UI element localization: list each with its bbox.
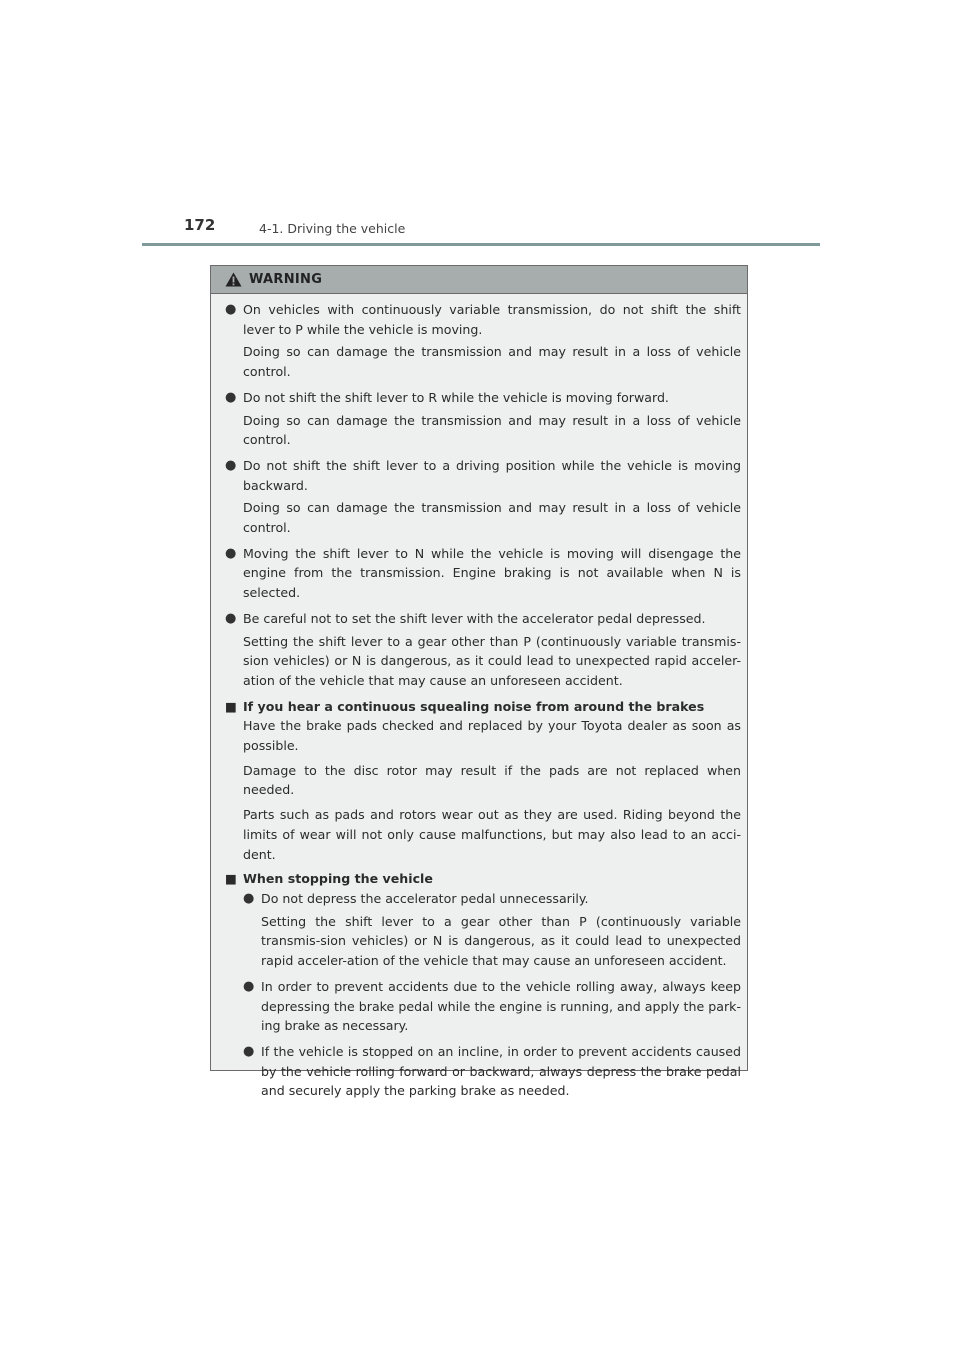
warning-header: [211, 266, 747, 294]
stopping-list: [243, 889, 741, 1104]
list-item: [243, 1042, 741, 1104]
squeal-paragraph: Have the brake pads checked and replaced by your Toyota dealer as soon as possible.: [243, 718, 741, 754]
stopping-heading: [225, 869, 741, 889]
page-number: 172: [184, 216, 216, 234]
bullet-detail: Doing so can damage the transmission and may result in a loss of vehicle control.: [243, 500, 741, 536]
list-item: [243, 889, 741, 974]
warning-triangle-icon: [225, 272, 242, 287]
list-item: [225, 456, 741, 541]
bullet-detail: Doing so can damage the transmission and may result in a loss of vehicle control.: [243, 344, 741, 380]
section-title: 4-1. Driving the vehicle: [259, 221, 406, 236]
bullet-icon: ●: [225, 545, 237, 561]
bullet-lead: In order to prevent accidents due to the vehicle rolling away, always keep depressing the brake pedal while the engine is running, and apply the park-ing brake as necessary.: [261, 978, 741, 1034]
bullet-icon: ●: [243, 1043, 255, 1059]
bullet-icon: ●: [225, 610, 237, 626]
bullet-lead: On vehicles with continuously variable transmission, do not shift the shift lever to P while the vehicle is moving.: [243, 302, 741, 337]
bullet-detail: Doing so can damage the transmission and may result in a loss of vehicle control.: [243, 412, 741, 448]
square-icon: ■: [225, 871, 237, 887]
bullet-lead: If the vehicle is stopped on an incline, in order to prevent accidents caused by the vehicle rolling forward or backward, always depress the brake pedal and securely apply the parking brake as needed.: [261, 1043, 741, 1099]
squeal-heading: [225, 697, 741, 717]
bullet-lead: Do not shift the shift lever to a driving position while the vehicle is moving backward.: [243, 457, 741, 493]
bullet-lead: Be careful not to set the shift lever with the accelerator pedal depressed.: [243, 610, 706, 626]
list-item: [225, 544, 741, 606]
stopping-heading-text: When stopping the vehicle: [243, 871, 433, 887]
list-item: [225, 300, 741, 385]
bullet-icon: ●: [225, 389, 237, 405]
squeal-paragraph: Parts such as pads and rotors wear out as they are used. Riding beyond the limits of wear will not only cause malfunctions, but may also lead to an acci-dent.: [243, 807, 741, 862]
bullet-icon: ●: [243, 890, 255, 906]
squeal-paragraph: Damage to the disc rotor may result if the pads are not replaced when needed.: [243, 762, 741, 798]
bullet-icon: ●: [243, 978, 255, 994]
bullet-lead: Do not depress the accelerator pedal unnecessarily.: [261, 890, 589, 906]
list-item: [225, 388, 741, 453]
bullet-icon: ●: [225, 302, 237, 317]
list-item: [225, 609, 741, 694]
header-rule: [142, 243, 820, 246]
bullet-lead: Moving the shift lever to N while the vehicle is moving will disengage the engine from the transmission. Engine braking is not available when N is selected.: [243, 545, 741, 601]
bullet-detail: Setting the shift lever to a gear other than P (continuously variable transmis-sion vehicles) or N is dangerous, as it could lead to unexpected rapid acceler-ation of the vehicle that may cause an unforeseen accident.: [243, 633, 741, 688]
list-item: [243, 977, 741, 1039]
warning-body: [211, 294, 747, 1104]
square-icon: ■: [225, 698, 237, 714]
warning-box: [210, 265, 748, 1099]
bullet-lead: Do not shift the shift lever to R while the vehicle is moving forward.: [243, 389, 669, 405]
squeal-heading-text: If you hear a continuous squealing noise from around the brakes: [243, 698, 705, 714]
bullet-detail: Setting the shift lever to a gear other than P (continuously variable transmis-sion vehicles) or N is dangerous, as it could lead to unexpected rapid acceler-ation of the vehicle that may cause an unforeseen accident.: [261, 913, 741, 969]
warning-title: WARNING: [249, 272, 323, 287]
bullet-icon: ●: [225, 457, 237, 473]
